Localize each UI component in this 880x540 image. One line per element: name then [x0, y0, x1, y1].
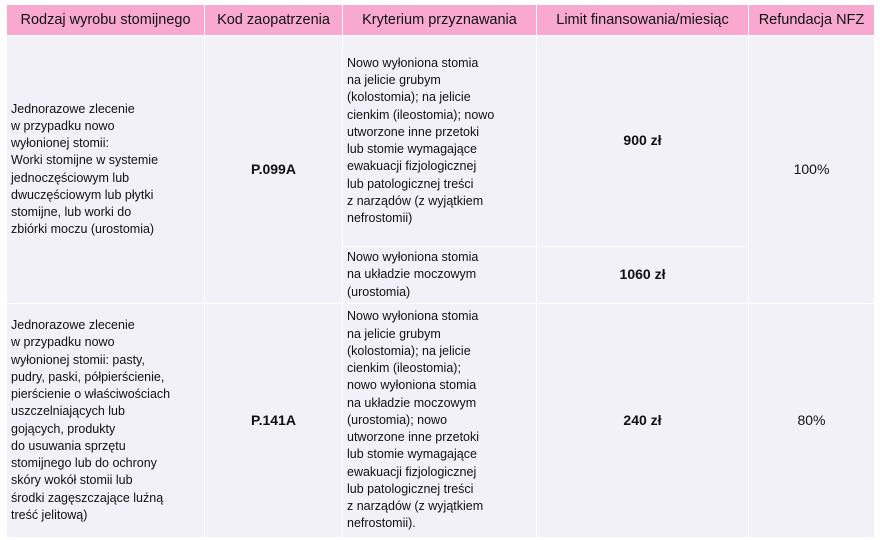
text-line: wyłonionej stomii: pasty, — [11, 352, 145, 367]
text-line: w przypadku nowo — [11, 118, 115, 133]
table-row — [7, 36, 875, 247]
text-line: pierścienie o właściwościach — [11, 387, 171, 401]
supply-code-cell: P.099A — [205, 36, 343, 304]
criterion-cell — [343, 304, 537, 538]
text-line: ewakuacji fizjologicznej — [347, 464, 477, 479]
text-line: cienkim (ileostomia); — [347, 361, 461, 376]
text-line: (kolostomia); na jelicie — [347, 343, 471, 358]
text-line: do usuwania sprzętu — [11, 438, 126, 453]
text-line: Worki stomijne w systemie — [11, 153, 159, 168]
text-line: lub stomie wymagające — [347, 447, 477, 462]
text-line: (urostomia) — [347, 284, 411, 299]
text-line: Nowo wyłoniona stomia — [347, 55, 479, 70]
text-line: dwuczęściowym lub płytki — [11, 187, 154, 202]
text-line: uszczelniających lub — [11, 404, 125, 419]
text-line: nefrostomii). — [347, 516, 416, 531]
text-line: lub stomie wymagające — [347, 142, 477, 156]
monthly-limit-cell: 900 zł — [537, 36, 749, 247]
text-line: z narządów (z wyjątkiem — [347, 193, 484, 208]
text-line: w przypadku nowo — [11, 335, 115, 350]
text-line: lub patologicznej treści — [347, 481, 474, 496]
header-type: Rodzaj wyrobu stomijnego — [7, 5, 205, 36]
supply-code-cell: P.141A — [205, 304, 343, 538]
text-line: utworzone inne przetoki — [347, 124, 480, 139]
reimbursement-table-container — [6, 4, 874, 536]
nfz-refund-cell: 100% — [749, 36, 875, 304]
header-limit: Limit finansowania/miesiąc — [537, 5, 749, 36]
monthly-limit-cell: 1060 zł — [537, 247, 749, 304]
text-line: Jednorazowe zlecenie — [11, 318, 135, 332]
product-type-cell — [7, 36, 205, 304]
text-line: wyłonionej stomii: — [11, 136, 109, 150]
text-line: na układzie moczowym — [347, 267, 477, 282]
header-refund: Refundacja NFZ — [749, 5, 875, 36]
text-line: stomijnego lub do ochrony — [11, 456, 157, 470]
text-line: jednoczęściowym lub — [11, 170, 130, 185]
text-line: Nowo wyłoniona stomia — [347, 309, 479, 324]
text-line: zbiórki moczu (urostomia) — [11, 222, 155, 237]
text-line: (kolostomia); na jelicie — [347, 90, 471, 105]
text-line: cienkim (ileostomia); nowo — [347, 107, 495, 122]
monthly-limit-cell: 240 zł — [537, 304, 749, 538]
text-line: pudry, paski, półpierścienie, — [11, 369, 165, 384]
text-line: ewakuacji fizjologicznej — [347, 159, 477, 174]
criterion-cell — [343, 36, 537, 247]
text-line: Jednorazowe zlecenie — [11, 101, 135, 116]
reimbursement-table — [6, 4, 875, 538]
text-line: nowo wyłoniona stomia — [347, 378, 477, 393]
text-line: stomijne, lub worki do — [11, 205, 132, 219]
header-criterion: Kryterium przyznawania — [343, 5, 537, 36]
text-line: na jelicie grubym — [347, 326, 441, 341]
text-line: Nowo wyłoniona stomia — [347, 250, 479, 265]
text-line: z narządów (z wyjątkiem — [347, 499, 484, 514]
text-line: skóry wokół stomii lub — [11, 473, 133, 488]
text-line: nefrostomii) — [347, 211, 413, 225]
text-line: (urostomia); nowo — [347, 412, 448, 427]
text-line: na jelicie grubym — [347, 73, 441, 87]
text-line: gojących, produkty — [11, 421, 116, 436]
criterion-cell — [343, 247, 537, 304]
table-header-row — [7, 5, 875, 36]
product-type-cell — [7, 304, 205, 538]
text-line: treść jelitową) — [11, 507, 88, 522]
nfz-refund-cell: 80% — [749, 304, 875, 538]
text-line: utworzone inne przetoki — [347, 430, 480, 445]
header-code: Kod zaopatrzenia — [205, 5, 343, 36]
text-line: lub patologicznej treści — [347, 176, 474, 191]
text-line: środki zagęszczające luźną — [11, 490, 164, 505]
table-row — [7, 304, 875, 538]
text-line: na układzie moczowym — [347, 395, 477, 410]
